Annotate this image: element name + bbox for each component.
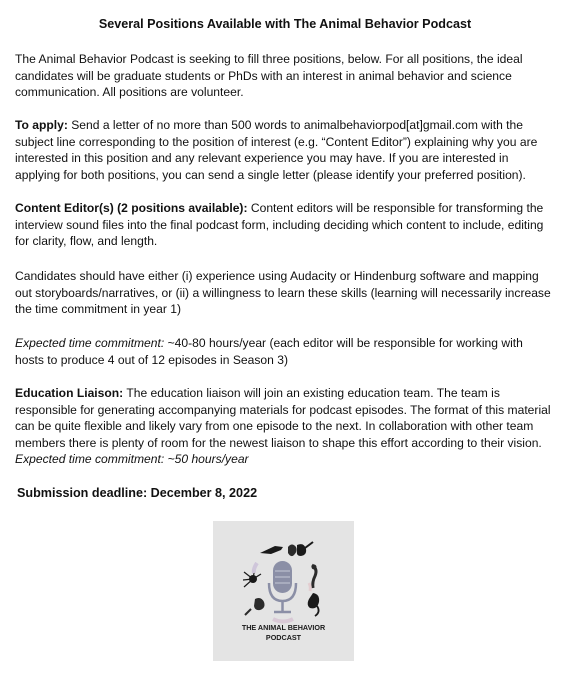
- editor-time-label: Expected time commitment:: [15, 336, 165, 350]
- education-text: The education liaison will join an existing education team. The team is responsible for generating accompanying materials for podcast episodes. The format of this material can be quite flexible and likely vary from one episode to the next. In collaboration with other team members there is plenty of room for the newest liaison to shape this effort according to their vision.: [15, 386, 551, 450]
- intro-paragraph: The Animal Behavior Podcast is seeking to fill three positions, below. For all positions, the ideal candidates will be graduate students or PhDs with an interest in animal behavior and science communication. All positions are volunteer.: [15, 52, 523, 99]
- education-time: Expected time commitment: ~50 hours/year: [15, 452, 249, 466]
- education-paragraph: [15, 385, 555, 468]
- content-editor-text: Content editors will be responsible for transforming the interview sound files into the final podcast form, including deciding which content to include, editing for clarity, flow, and length.: [15, 201, 544, 248]
- apply-heading: To apply:: [15, 118, 68, 132]
- logo-line2: PODCAST: [265, 633, 302, 642]
- page-title: Several Positions Available with The Animal Behavior Podcast: [98, 17, 472, 31]
- content-editor-paragraph: [15, 200, 555, 250]
- logo-line1: THE ANIMAL BEHAVIOR: [241, 623, 326, 632]
- apply-paragraph: [15, 117, 555, 183]
- education-heading: Education Liaison:: [15, 386, 124, 400]
- editor-time-paragraph: [15, 335, 555, 368]
- submission-deadline: Submission deadline: December 8, 2022: [17, 486, 258, 500]
- candidates-paragraph: Candidates should have either (i) experience using Audacity or Hindenburg software and mapping out storyboards/narratives, or (ii) a willingness to learn these skills (learning will necessarily increase the time commitment in year 1): [15, 269, 551, 316]
- content-editor-heading: Content Editor(s) (2 positions available):: [15, 201, 248, 215]
- microphone-icon: [269, 561, 296, 612]
- podcast-logo: [213, 521, 354, 661]
- editor-time-text: ~40-80 hours/year (each editor will be responsible for working with hosts to produce 4 out of 12 episodes in Season 3): [15, 336, 523, 367]
- podcast-logo-art: [213, 521, 354, 661]
- apply-text: Send a letter of no more than 500 words to animalbehaviorpod[at]gmail.com with the subject line corresponding to the position of interest (e.g. “Content Editor”) explaining why you are interested in this position and any relevant experience you may have. If you are interested in applying for both positions, you can send a single letter (please identify your preferred position).: [15, 118, 538, 182]
